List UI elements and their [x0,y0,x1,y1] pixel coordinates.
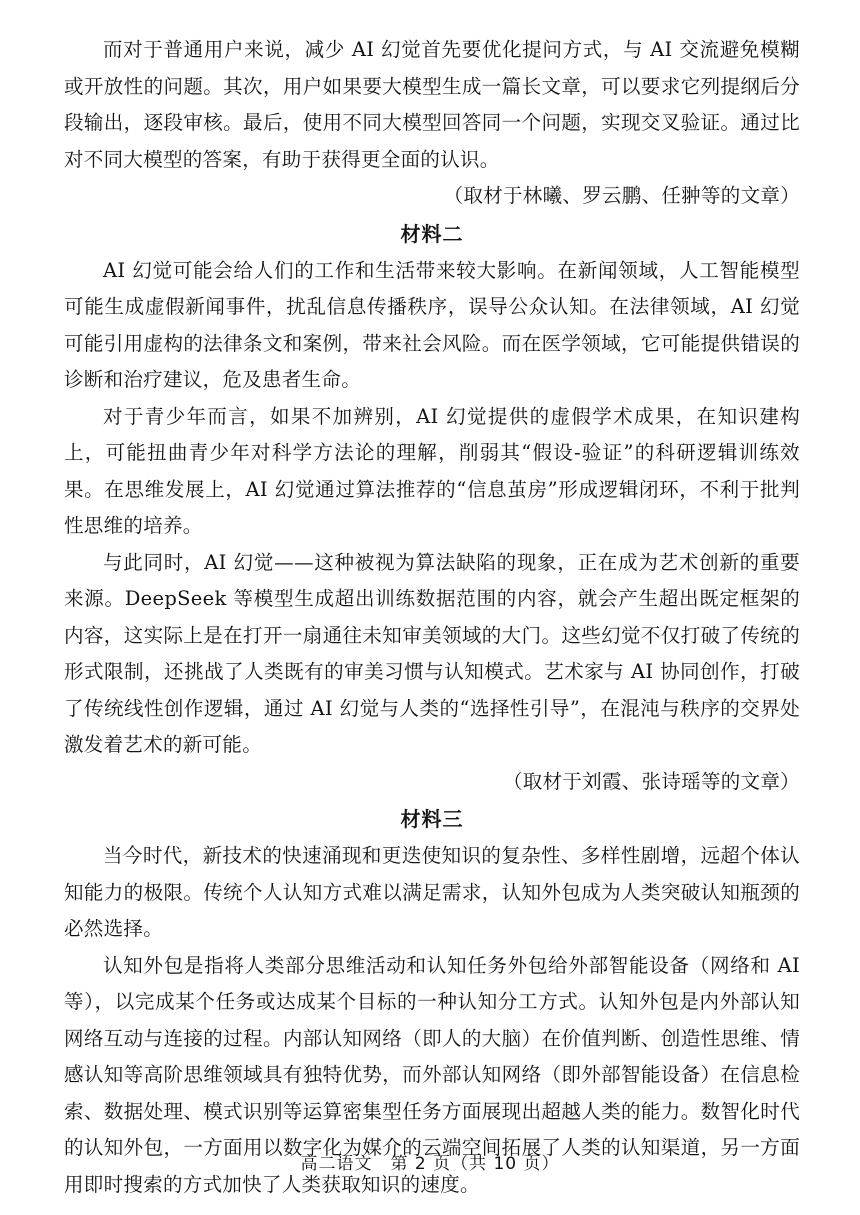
paragraph: 而对于普通用户来说，减少 AI 幻觉首先要优化提问方式，与 AI 交流避免模糊或开放性的问题。其次，用户如果要大模型生成一篇长文章，可以要求它列提纲后分段输出，逐段审核。最后，使用不同大模型回答同一个问题，实现交叉验证。通过比对不同大模型的答案，有助于获得更全面的认识。 [64,38,800,171]
paragraph: 认知外包是指将人类部分思维活动和认知任务外包给外部智能设备（网络和 AI 等），以完成某个任务或达成某个目标的一种认知分工方式。认知外包是内外部认知网络互动与连接的过程。内部认知网络（即人的大脑）在价值判断、创造性思维、情感认知等高阶思维领域具有独特优势，而外部认知网络（即外部智能设备）在信息检索、数据处理、模式识别等运算密集型任务方面展现出超越人类的能力。数智化时代的认知外包，一方面用以数字化为媒介的云端空间拓展了人类的认知渠道，另一方面用即时搜索的方式加快了人类获取知识的速度。 [64,953,800,1196]
paragraph: 与此同时，AI 幻觉——这种被视为算法缺陷的现象，正在成为艺术创新的重要来源。DeepSeek 等模型生成超出训练数据范围的内容，就会产生超出既定框架的内容，这实际上是在打开一扇通往未知审美领域的大门。这些幻觉不仅打破了传统的形式限制，还挑战了人类既有的审美习惯与认知模式。艺术家与 AI 协同创作，打破了传统线性创作逻辑，通过 AI 幻觉与人类的“选择性引导”，在混沌与秩序的交界处激发着艺术的新可能。 [64,550,800,756]
section-heading-material-3: 材料三 [400,807,464,831]
page-footer: 高二语文 第 2 页（共 10 页） [300,1154,560,1174]
source-citation: （取材于刘霞、张诗瑶等的文章） [502,769,800,793]
paragraph: 当今时代，新技术的快速涌现和更迭使知识的复杂性、多样性剧增，远超个体认知能力的极限。传统个人认知方式难以满足需求，认知外包成为人类突破认知瓶颈的必然选择。 [64,844,800,940]
paragraph: AI 幻觉可能会给人们的工作和生活带来较大影响。在新闻领域，人工智能模型可能生成虚假新闻事件，扰乱信息传播秩序，误导公众认知。在法律领域，AI 幻觉可能引用虚构的法律条文和案例，带来社会风险。而在医学领域，它可能提供错误的诊断和治疗建议，危及患者生命。 [64,258,800,391]
source-citation: （取材于林曦、罗云鹏、任翀等的文章） [443,184,800,207]
section-heading-material-2: 材料二 [400,221,464,246]
document-page [64,32,800,1203]
paragraph: 对于青少年而言，如果不加辨别，AI 幻觉提供的虚假学术成果，在知识建构上，可能扭曲青少年对科学方法论的理解，削弱其“假设-验证”的科研逻辑训练效果。在思维发展上，AI 幻觉通过算法推荐的“信息茧房”形成逻辑闭环，不利于批判性思维的培养。 [64,404,800,537]
